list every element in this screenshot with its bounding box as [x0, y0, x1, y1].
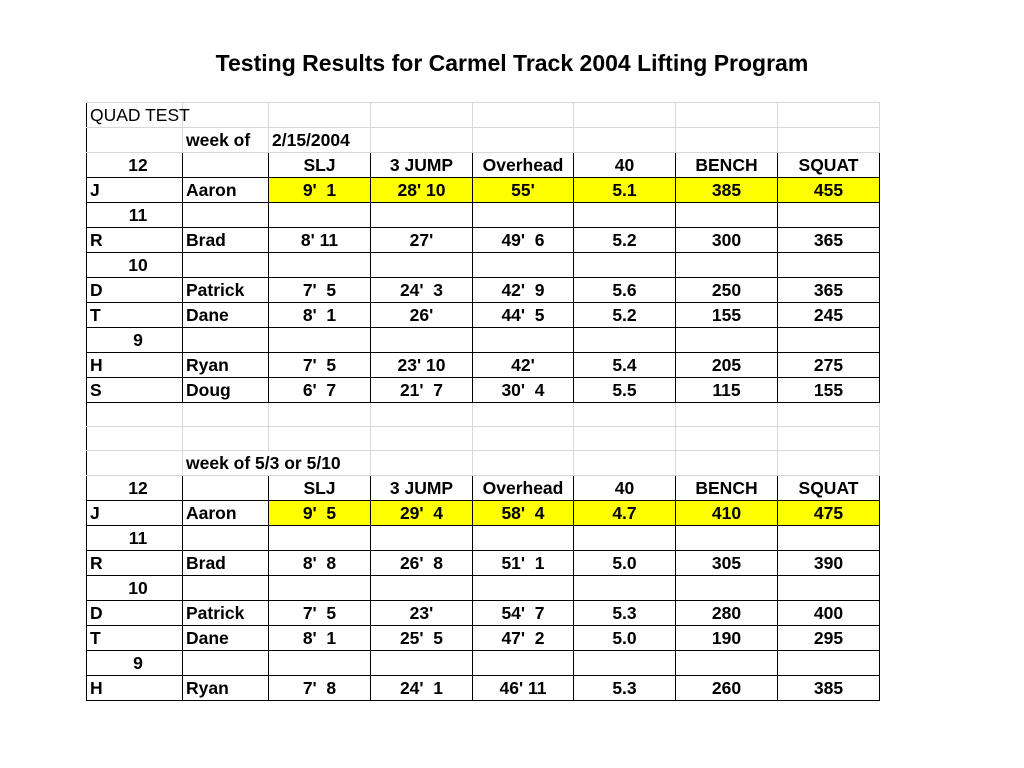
result-value: 46' 11	[473, 676, 574, 701]
grade-label: 11	[87, 526, 183, 551]
grade-label: 12	[87, 476, 183, 501]
column-header	[183, 153, 269, 178]
week-row-2	[87, 451, 880, 476]
result-value: 44' 5	[473, 303, 574, 328]
athlete-name: Aaron	[183, 501, 269, 526]
result-value: 155	[778, 378, 880, 403]
result-value: 7' 8	[269, 676, 371, 701]
table-row	[87, 303, 880, 328]
result-value: 260	[676, 676, 778, 701]
result-value: 24' 1	[371, 676, 473, 701]
athlete-initial: D	[87, 278, 183, 303]
table-cell	[778, 651, 880, 676]
result-value: 21' 7	[371, 378, 473, 403]
table-row	[87, 353, 880, 378]
athlete-name: Ryan	[183, 353, 269, 378]
result-value: 250	[676, 278, 778, 303]
grade-label: 9	[87, 651, 183, 676]
table-cell	[778, 203, 880, 228]
table-cell	[183, 253, 269, 278]
grade-row	[87, 651, 880, 676]
week-value-1: 2/15/2004	[269, 128, 371, 153]
table-cell	[371, 651, 473, 676]
table-cell	[371, 526, 473, 551]
table-cell	[473, 576, 574, 601]
table-row	[87, 626, 880, 651]
header-row-1	[87, 153, 880, 178]
header-row-2	[87, 476, 880, 501]
result-value: 115	[676, 378, 778, 403]
grade-label: 10	[87, 253, 183, 278]
column-header: SQUAT	[778, 476, 880, 501]
result-value: 24' 3	[371, 278, 473, 303]
table-cell	[269, 576, 371, 601]
table-cell	[371, 576, 473, 601]
athlete-name: Dane	[183, 303, 269, 328]
result-value: 5.1	[574, 178, 676, 203]
table-cell	[371, 253, 473, 278]
result-value: 54' 7	[473, 601, 574, 626]
result-value: 400	[778, 601, 880, 626]
table-cell	[183, 526, 269, 551]
result-value: 8' 8	[269, 551, 371, 576]
result-value: 7' 5	[269, 601, 371, 626]
blank-row-1	[87, 403, 880, 427]
column-header: SQUAT	[778, 153, 880, 178]
athlete-initial: D	[87, 601, 183, 626]
week-label-1: week of	[183, 128, 269, 153]
athlete-name: Aaron	[183, 178, 269, 203]
result-value: 365	[778, 278, 880, 303]
table-cell	[574, 328, 676, 353]
grade-row	[87, 328, 880, 353]
result-value: 190	[676, 626, 778, 651]
result-value: 5.2	[574, 303, 676, 328]
result-value: 23' 10	[371, 353, 473, 378]
result-value: 51' 1	[473, 551, 574, 576]
table-cell	[473, 651, 574, 676]
athlete-name: Dane	[183, 626, 269, 651]
athlete-name: Brad	[183, 228, 269, 253]
column-header: BENCH	[676, 476, 778, 501]
page-title: Testing Results for Carmel Track 2004 Lifting Program	[215, 50, 809, 76]
result-value: 5.3	[574, 601, 676, 626]
result-value: 385	[778, 676, 880, 701]
table-cell	[183, 651, 269, 676]
table-row	[87, 501, 880, 526]
table-cell	[676, 651, 778, 676]
table-cell	[778, 576, 880, 601]
table-cell	[269, 203, 371, 228]
quad-test-label: QUAD TEST	[87, 103, 183, 128]
column-header: SLJ	[269, 153, 371, 178]
result-value: 275	[778, 353, 880, 378]
athlete-initial: T	[87, 626, 183, 651]
athlete-name: Patrick	[183, 278, 269, 303]
table-row	[87, 378, 880, 403]
result-value: 390	[778, 551, 880, 576]
result-value: 47' 2	[473, 626, 574, 651]
table-cell	[183, 576, 269, 601]
table-cell	[473, 328, 574, 353]
athlete-name: Ryan	[183, 676, 269, 701]
result-value: 26' 8	[371, 551, 473, 576]
table-cell	[473, 526, 574, 551]
result-value: 455	[778, 178, 880, 203]
result-value: 8' 11	[269, 228, 371, 253]
result-value: 42' 9	[473, 278, 574, 303]
column-header: Overhead	[473, 153, 574, 178]
table-cell	[574, 576, 676, 601]
week-row-1	[87, 128, 880, 153]
result-value: 7' 5	[269, 353, 371, 378]
athlete-initial: S	[87, 378, 183, 403]
athlete-initial: H	[87, 353, 183, 378]
result-value: 30' 4	[473, 378, 574, 403]
table-cell	[269, 253, 371, 278]
result-value: 365	[778, 228, 880, 253]
table-cell	[676, 253, 778, 278]
table-row	[87, 178, 880, 203]
quad-test-row	[87, 103, 880, 128]
athlete-initial: J	[87, 501, 183, 526]
column-header: 40	[574, 476, 676, 501]
result-value: 6' 7	[269, 378, 371, 403]
athlete-initial: J	[87, 178, 183, 203]
result-value: 385	[676, 178, 778, 203]
column-header	[183, 476, 269, 501]
result-value: 9' 1	[269, 178, 371, 203]
grade-label: 10	[87, 576, 183, 601]
result-value: 155	[676, 303, 778, 328]
result-value: 205	[676, 353, 778, 378]
athlete-name: Patrick	[183, 601, 269, 626]
grade-label: 11	[87, 203, 183, 228]
result-value: 26'	[371, 303, 473, 328]
table-cell	[778, 526, 880, 551]
table-cell	[183, 203, 269, 228]
table-cell	[574, 203, 676, 228]
table-cell	[676, 576, 778, 601]
athlete-initial: H	[87, 676, 183, 701]
athlete-name: Doug	[183, 378, 269, 403]
table-cell	[473, 203, 574, 228]
result-value: 5.3	[574, 676, 676, 701]
result-value: 8' 1	[269, 626, 371, 651]
result-value: 49' 6	[473, 228, 574, 253]
result-value: 5.6	[574, 278, 676, 303]
result-value: 55'	[473, 178, 574, 203]
athlete-name: Brad	[183, 551, 269, 576]
result-value: 305	[676, 551, 778, 576]
result-value: 27'	[371, 228, 473, 253]
table-cell	[574, 253, 676, 278]
result-value: 280	[676, 601, 778, 626]
table-row	[87, 601, 880, 626]
result-value: 475	[778, 501, 880, 526]
result-value: 42'	[473, 353, 574, 378]
column-header: 3 JUMP	[371, 153, 473, 178]
table-cell	[269, 651, 371, 676]
column-header: 3 JUMP	[371, 476, 473, 501]
grade-row	[87, 526, 880, 551]
athlete-initial: T	[87, 303, 183, 328]
result-value: 5.4	[574, 353, 676, 378]
week-label-2: week of 5/3 or 5/10	[183, 451, 371, 476]
result-value: 5.5	[574, 378, 676, 403]
result-value: 245	[778, 303, 880, 328]
result-value: 410	[676, 501, 778, 526]
table-row	[87, 551, 880, 576]
result-value: 25' 5	[371, 626, 473, 651]
table-cell	[371, 328, 473, 353]
table-cell	[574, 651, 676, 676]
table-cell	[778, 253, 880, 278]
table-cell	[676, 203, 778, 228]
result-value: 29' 4	[371, 501, 473, 526]
athlete-initial: R	[87, 228, 183, 253]
table-cell	[473, 253, 574, 278]
result-value: 4.7	[574, 501, 676, 526]
result-value: 8' 1	[269, 303, 371, 328]
table-cell	[269, 526, 371, 551]
column-header: Overhead	[473, 476, 574, 501]
grade-row	[87, 253, 880, 278]
table-cell	[183, 328, 269, 353]
result-value: 300	[676, 228, 778, 253]
result-value: 9' 5	[269, 501, 371, 526]
results-table	[86, 102, 880, 701]
table-row	[87, 676, 880, 701]
table-cell	[371, 203, 473, 228]
athlete-initial: R	[87, 551, 183, 576]
table-cell	[778, 328, 880, 353]
result-value: 28' 10	[371, 178, 473, 203]
result-value: 5.0	[574, 626, 676, 651]
table-cell	[574, 526, 676, 551]
grade-row	[87, 576, 880, 601]
result-value: 23'	[371, 601, 473, 626]
result-value: 58' 4	[473, 501, 574, 526]
table-row	[87, 228, 880, 253]
table-cell	[676, 328, 778, 353]
table-row	[87, 278, 880, 303]
table-cell	[269, 328, 371, 353]
grade-label: 9	[87, 328, 183, 353]
result-value: 295	[778, 626, 880, 651]
blank-row-2	[87, 427, 880, 451]
column-header: 40	[574, 153, 676, 178]
column-header: BENCH	[676, 153, 778, 178]
grade-row	[87, 203, 880, 228]
result-value: 7' 5	[269, 278, 371, 303]
result-value: 5.0	[574, 551, 676, 576]
table-cell	[676, 526, 778, 551]
column-header: SLJ	[269, 476, 371, 501]
result-value: 5.2	[574, 228, 676, 253]
grade-label: 12	[87, 153, 183, 178]
